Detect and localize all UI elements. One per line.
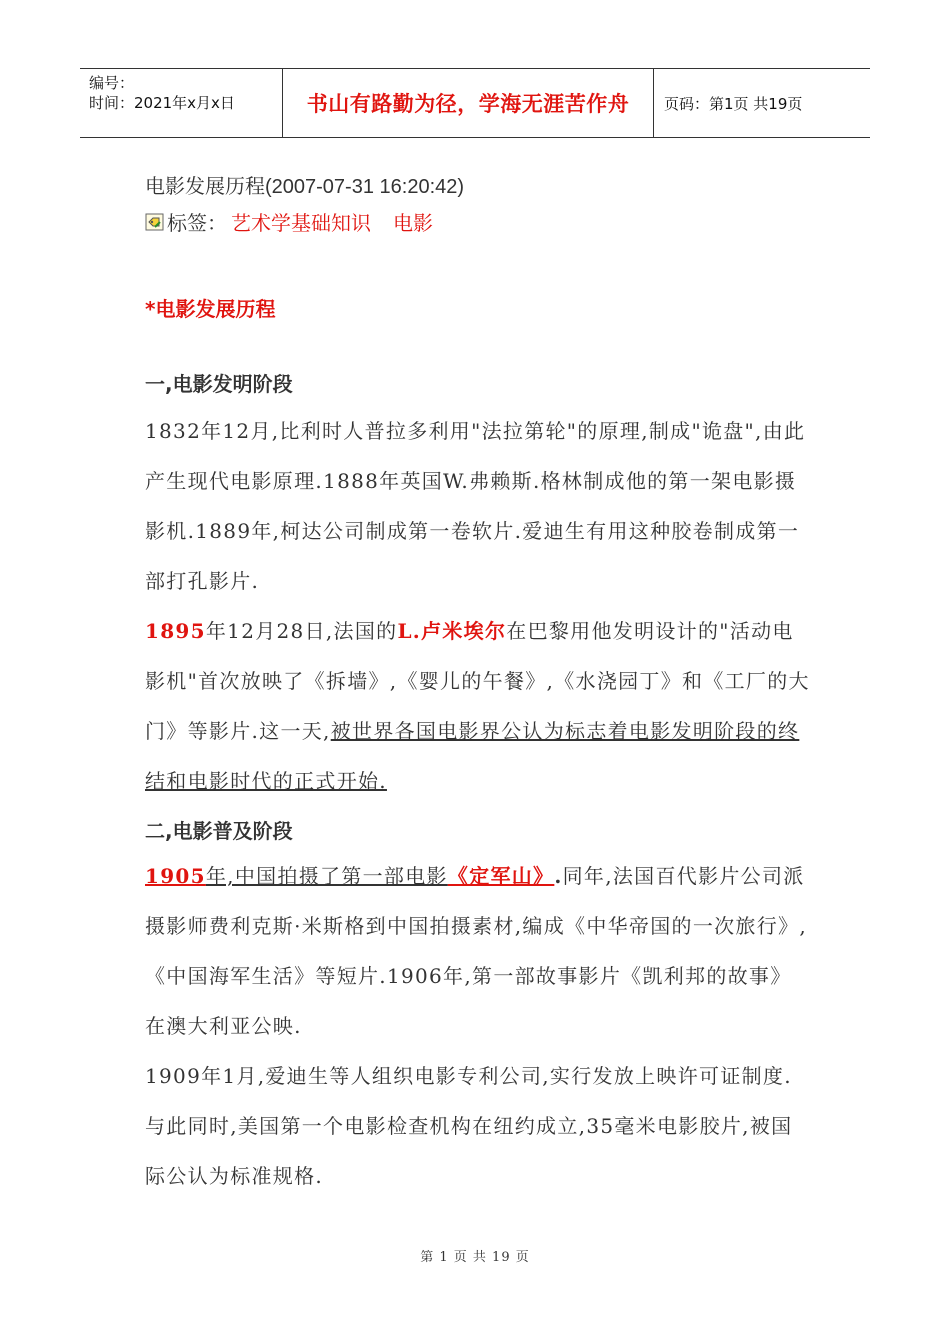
name-highlight: L.卢米埃尔 [397,619,507,643]
text-run: 同年,法国百代影片公司派摄影师费利克斯·米斯格到中国拍摄素材,编成《中华帝国的一次旅行》,《中国海军生活》等短片.1906年,第一部故事影片《凯利邦的故事》在澳大利亚公映. [145,864,807,1038]
section-title: 二,电影普及阶段 [145,819,293,843]
paragraph-text [145,851,810,1051]
paragraph-text: 1832年12月,比利时人普拉多利用"法拉第轮"的原理,制成"诡盘",由此产生现代电影原理.1888年英国W.弗赖斯.格林制成他的第一架电影摄影机.1889年,柯达公司制成第一卷软片.爱迪生有用这种胶卷制成第一部打孔影片. [145,419,806,593]
motto: 书山有路勤为径，学海无涯苦作舟 [306,91,630,116]
paragraph [145,851,810,1201]
year-highlight: 1905 [145,864,206,888]
film-title: 《定军山》 [447,864,555,888]
text-run: 在巴黎用他发明设计的"活动电影机"首次放映了《拆墙》,《婴儿的午餐》,《水浇园丁》和《工厂的大门》等影片.这一天, [145,619,810,743]
tags-line [145,207,433,236]
tag-link-art[interactable]: 艺术学基础知识 [231,211,371,235]
tags-label: 标签： [167,211,227,235]
text-run: . [554,864,563,888]
tag-icon [145,213,164,231]
article-title: 电影发展历程(2007-07-31 16:20:42) [145,176,465,198]
page-info: 页码：第1页 共19页 [664,94,803,113]
number-label: 编号： [89,74,135,92]
header-table [80,68,870,138]
year-highlight: 1895 [145,619,206,643]
header-meta [80,69,282,137]
article-heading: *电影发展历程 [145,297,276,321]
paragraph-text: 1909年1月,爱迪生等人组织电影专利公司,实行发放上映许可证制度.与此同时,美国第一个电影检查机构在纽约成立,35毫米电影胶片,被国际公认为标准规格. [145,1064,793,1188]
text-run: 年,中国拍摄了第一部电影 [205,864,448,888]
tag-link-film[interactable]: 电影 [393,211,433,235]
paragraph [145,406,810,806]
page-footer: 第 1 页 共 19 页 [420,1250,530,1265]
time-label: 时间：2021年x月x日 [89,94,235,112]
header-motto-cell [282,69,654,137]
section-title: 一,电影发明阶段 [145,372,293,396]
text-run: 年12月28日,法国的 [205,619,398,643]
paragraph-text [145,606,810,806]
underlined-text: 被世界各国电影界公认为标志着电影发明阶段的终结和电影时代的正式开始. [145,719,800,793]
